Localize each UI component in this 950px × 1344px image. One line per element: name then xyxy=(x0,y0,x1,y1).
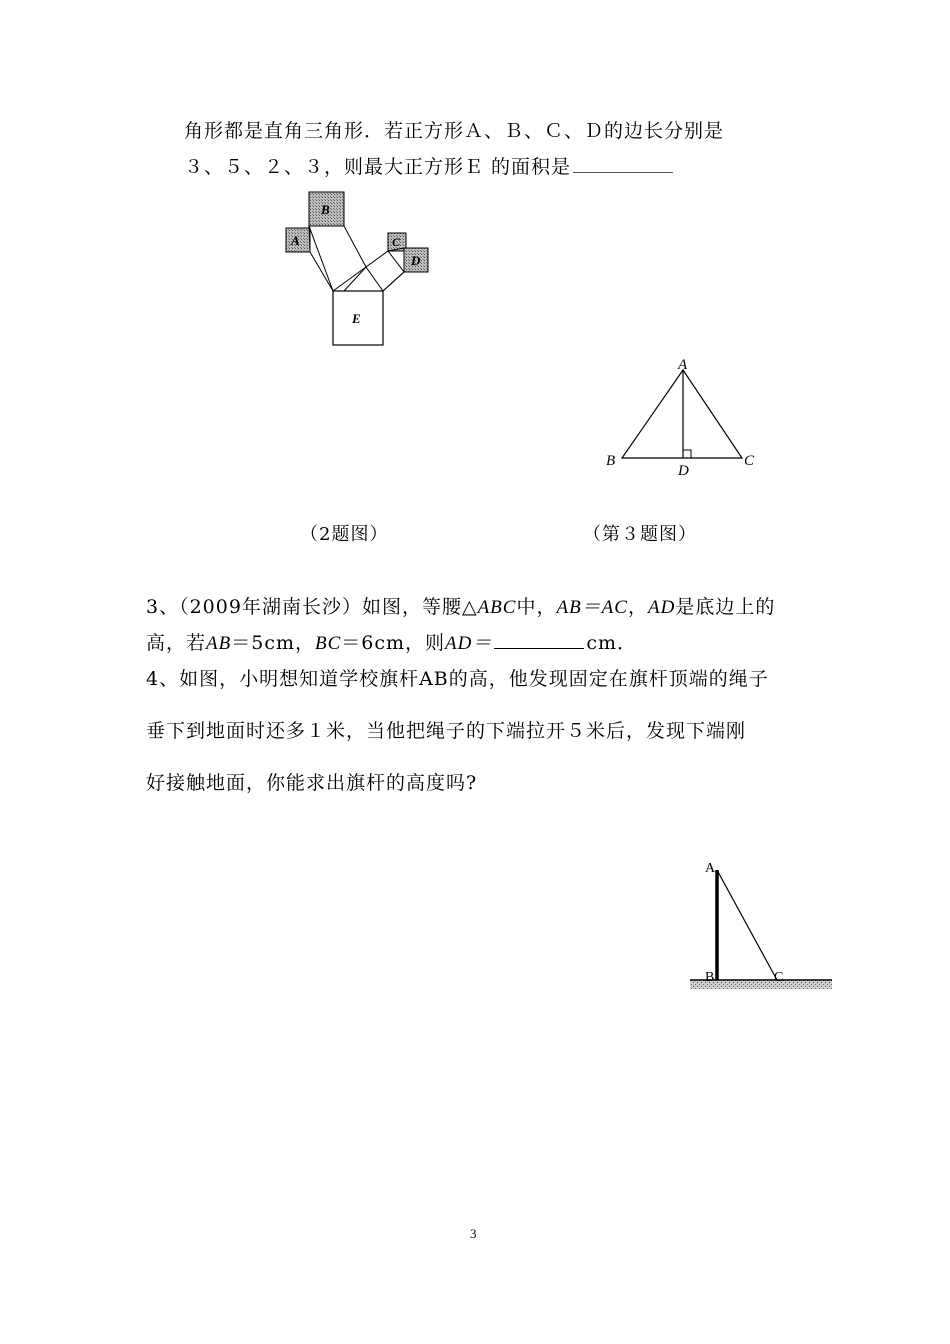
right-tilted-square xyxy=(366,251,404,291)
q4-text-line2: 垂下到地面时还多１米，当他把绳子的下端拉开５米后，发现下端刚 xyxy=(146,720,747,742)
q3-prefix: 3、（2009年湖南长沙）如图，等腰△ xyxy=(146,596,478,618)
q3-tail1: 是底边上的 xyxy=(675,596,776,618)
pole-label-c: C xyxy=(774,970,784,985)
q3-v1: ＝5cm， xyxy=(231,632,315,654)
label-d: D xyxy=(411,253,421,268)
q2-text-line1: 角形都是直角三角形．若正方形Ａ、Ｂ、Ｃ、Ｄ的边长分别是 xyxy=(184,120,725,142)
q2-text-line2-content: ３、５、２、３，则最大正方形Ｅ 的面积是 xyxy=(184,156,572,178)
tri-label-a: A xyxy=(678,357,688,373)
q3-ab-eq-ac: AB＝AC xyxy=(556,597,628,618)
q4-flagpole-figure xyxy=(685,850,840,995)
q3-caption: （第３题图） xyxy=(583,524,697,545)
q2-answer-blank xyxy=(573,152,673,173)
label-b: B xyxy=(321,202,330,217)
q3-ad2: AD＝ xyxy=(445,633,493,654)
q3-triangle-figure xyxy=(600,355,770,480)
label-e: E xyxy=(352,311,361,326)
q3-ab: AB xyxy=(206,633,232,654)
q3-abc: ABC xyxy=(477,597,517,618)
label-a: A xyxy=(291,233,300,248)
q3-v2: ＝6cm，则 xyxy=(341,632,446,654)
pole-label-b: B xyxy=(705,970,715,985)
q3-text-line1 xyxy=(146,592,775,619)
tri-label-c: C xyxy=(744,453,755,469)
page-number: 3 xyxy=(470,1226,477,1241)
q3-bc: BC xyxy=(314,633,342,654)
tri-label-d: D xyxy=(678,463,689,479)
right-angle-mark xyxy=(683,450,691,458)
q3-text-line2 xyxy=(146,628,637,655)
label-c: C xyxy=(392,235,401,249)
pole-label-a: A xyxy=(705,861,716,876)
rope-ac xyxy=(717,870,777,980)
q3-l2a: 高，若 xyxy=(146,632,207,654)
q2-caption: （2题图） xyxy=(300,524,389,545)
q4-text-line3: 好接触地面，你能求出旗杆的高度吗? xyxy=(146,772,478,794)
left-tilted-square xyxy=(309,226,366,291)
q2-squares-figure xyxy=(280,185,440,350)
q2-text-line2 xyxy=(184,152,673,179)
tri-label-b: B xyxy=(606,453,616,469)
q3-mid1: 中， xyxy=(516,596,557,618)
q3-unit: cm． xyxy=(586,632,638,654)
q3-answer-blank xyxy=(494,628,584,649)
q4-text-line1: 4、如图，小明想知道学校旗杆AB的高，他发现固定在旗杆顶端的绳子 xyxy=(146,668,769,690)
q3-ad: AD xyxy=(647,597,676,618)
q3-comma: ， xyxy=(627,596,648,618)
